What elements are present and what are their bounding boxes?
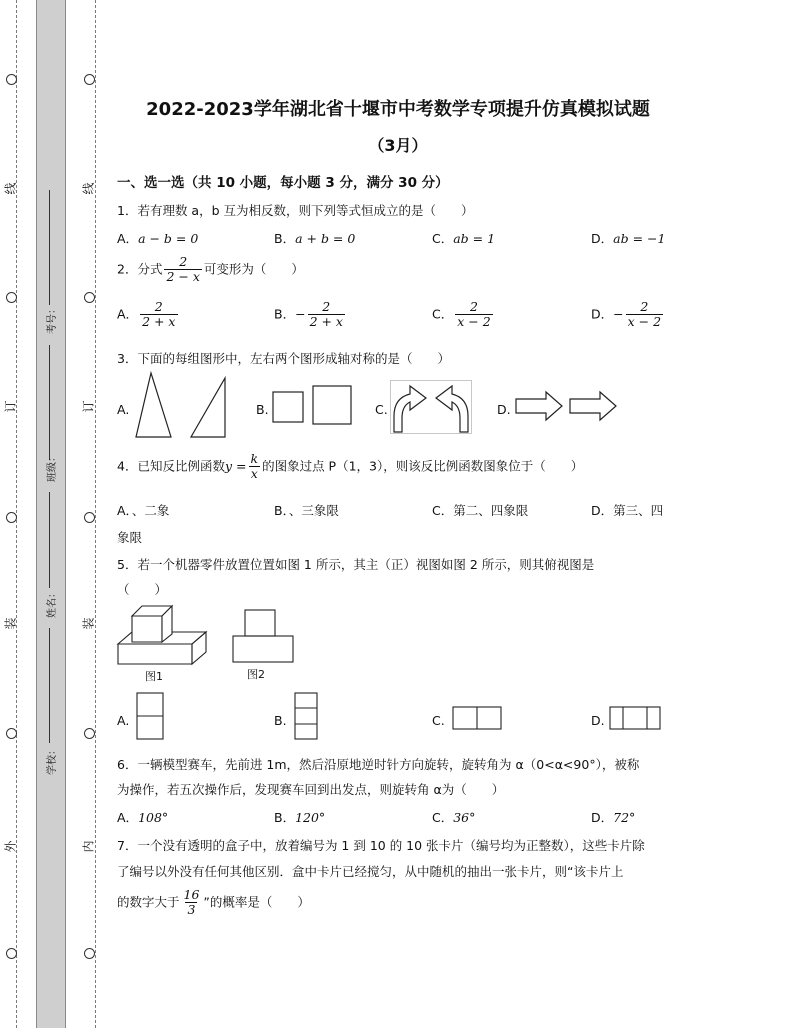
question-4-option-b: B．、三象限 xyxy=(274,503,339,518)
question-1-option-a: A．a − b = 0 xyxy=(117,231,199,246)
question-6-line-1: 6．一辆模型赛车，先前进 1m，然后沿原地逆时针方向旋转，旋转角为 α（0<α<90°），被称 xyxy=(117,757,640,772)
binding-hole xyxy=(6,292,17,303)
binding-hole xyxy=(6,948,17,959)
section-heading: 一、选一选（共 10 小题，每小题 3 分，满分 30 分） xyxy=(117,175,449,191)
question-4-option-c: C．第二、四象限 xyxy=(432,503,529,518)
field-underline xyxy=(49,190,50,305)
question-2-fraction: $\frac{2}{2 - x}$ xyxy=(166,254,200,285)
question-3-option-c-label: C. xyxy=(375,402,388,417)
question-7-fraction: $\frac{16}{3}$ xyxy=(183,887,200,918)
question-7-line-3: 的数字大于 $\frac{16}{3}$ ”的概率是（ ） xyxy=(117,887,310,918)
question-5-option-d-label: D. xyxy=(591,713,605,728)
question-2-option-a: A． $\frac{2}{2 + x}$ xyxy=(117,299,176,330)
binding-gutter xyxy=(36,0,66,1028)
inner-margin-char: 内 xyxy=(81,840,96,853)
binding-hole xyxy=(84,292,95,303)
question-3-option-c-figure xyxy=(390,380,472,434)
question-3-option-b-figure xyxy=(271,384,361,426)
question-6-line-2: 为操作，若五次操作后，发现赛车回到出发点，则旋转角 α为（ ） xyxy=(117,782,505,797)
question-7-line-1: 7．一个没有透明的盒子中，放着编号为 1 到 10 的 10 张卡片（编号均为正整数），这些卡片除 xyxy=(117,838,645,853)
question-4-fraction: $\frac{k}{x}$ xyxy=(250,451,259,482)
question-4-stem: 4．已知反比例函数y = $\frac{k}{x}$ 的图象过点 P（1，3），则该反比例函数图象位于（ ） xyxy=(117,451,584,482)
name-label: 姓名： xyxy=(47,588,58,618)
field-underline xyxy=(49,345,50,460)
binding-hole xyxy=(84,728,95,739)
question-1-option-b: B．a + b = 0 xyxy=(274,231,356,246)
question-5-option-b-label: B. xyxy=(274,713,287,728)
question-5-stem: 5．若一个机器零件放置位置如图 1 所示，其主（正）视图如图 2 所示，则其俯视图是 xyxy=(117,557,595,572)
field-underline xyxy=(49,628,50,743)
inner-margin-char: 订 xyxy=(81,400,96,413)
question-5-figure-1 xyxy=(116,604,212,668)
question-6-option-c: C．36° xyxy=(432,810,476,825)
question-5-figure-1-caption: 图1 xyxy=(145,670,163,683)
question-3-option-a-figure xyxy=(133,370,233,440)
question-5-option-c-label: C. xyxy=(432,713,445,728)
question-5-option-d-figure xyxy=(609,706,663,732)
question-6-option-a: A．108° xyxy=(117,810,169,825)
exam-subtitle: （3月） xyxy=(368,136,428,155)
binding-hole xyxy=(6,74,17,85)
binding-hole xyxy=(84,948,95,959)
inner-margin-char: 线 xyxy=(81,182,96,195)
question-4-option-d-wrap: 象限 xyxy=(117,530,143,545)
outer-margin-char: 装 xyxy=(3,617,18,630)
question-3-option-d-label: D. xyxy=(497,402,511,417)
question-7-line-2: 了编号以外没有任何其他区别．盒中卡片已经搅匀，从中随机的抽出一张卡片，则“该卡片上 xyxy=(117,864,624,879)
outer-margin-char: 外 xyxy=(3,840,18,853)
question-2-stem: 2．分式 $\frac{2}{2 - x}$ 可变形为（ ） xyxy=(117,254,304,285)
question-5-option-b-figure xyxy=(294,692,320,742)
question-4-option-a: A．、二象 xyxy=(117,503,170,518)
school-label: 学校： xyxy=(47,745,58,775)
question-2-option-c: C． $\frac{2}{x - 2}$ xyxy=(432,299,491,330)
binding-hole xyxy=(84,74,95,85)
question-1-stem: 1．若有理数 a，b 互为相反数，则下列等式恒成立的是（ ） xyxy=(117,203,474,218)
question-2-option-b: B．− $\frac{2}{2 + x}$ xyxy=(274,299,343,330)
exam-title: 2022-2023学年湖北省十堰市中考数学专项提升仿真模拟试题 xyxy=(146,99,650,120)
question-5-figure-2 xyxy=(231,608,295,668)
question-1-option-d: D．ab = −1 xyxy=(591,231,666,246)
outer-margin-char: 线 xyxy=(3,182,18,195)
question-5-option-c-figure xyxy=(452,706,504,732)
exam-number-label: 考号： xyxy=(47,304,58,334)
question-5-option-a-label: A. xyxy=(117,713,130,728)
binding-hole xyxy=(84,512,95,523)
question-5-figure-2-caption: 图2 xyxy=(247,668,265,681)
question-3-option-a-label: A. xyxy=(117,402,130,417)
question-5-option-a-figure xyxy=(136,692,166,742)
binding-hole xyxy=(6,512,17,523)
question-3-option-b-label: B. xyxy=(256,402,269,417)
question-4-option-d: D．第三、四 xyxy=(591,503,664,518)
outer-margin-char: 订 xyxy=(3,400,18,413)
inner-margin-char: 装 xyxy=(81,617,96,630)
inner-dashed-line xyxy=(95,0,96,1028)
class-label: 班级： xyxy=(47,452,58,482)
question-1-option-c: C．ab = 1 xyxy=(432,231,496,246)
question-6-option-d: D．72° xyxy=(591,810,636,825)
question-2-option-d: D．− $\frac{2}{x - 2}$ xyxy=(591,299,662,330)
question-6-option-b: B．120° xyxy=(274,810,326,825)
field-underline xyxy=(49,492,50,588)
binding-hole xyxy=(6,728,17,739)
question-5-stem-wrap: （ ） xyxy=(117,582,168,597)
question-3-option-d-figure xyxy=(514,390,622,422)
question-3-stem: 3．下面的每组图形中，左右两个图形成轴对称的是（ ） xyxy=(117,351,450,366)
